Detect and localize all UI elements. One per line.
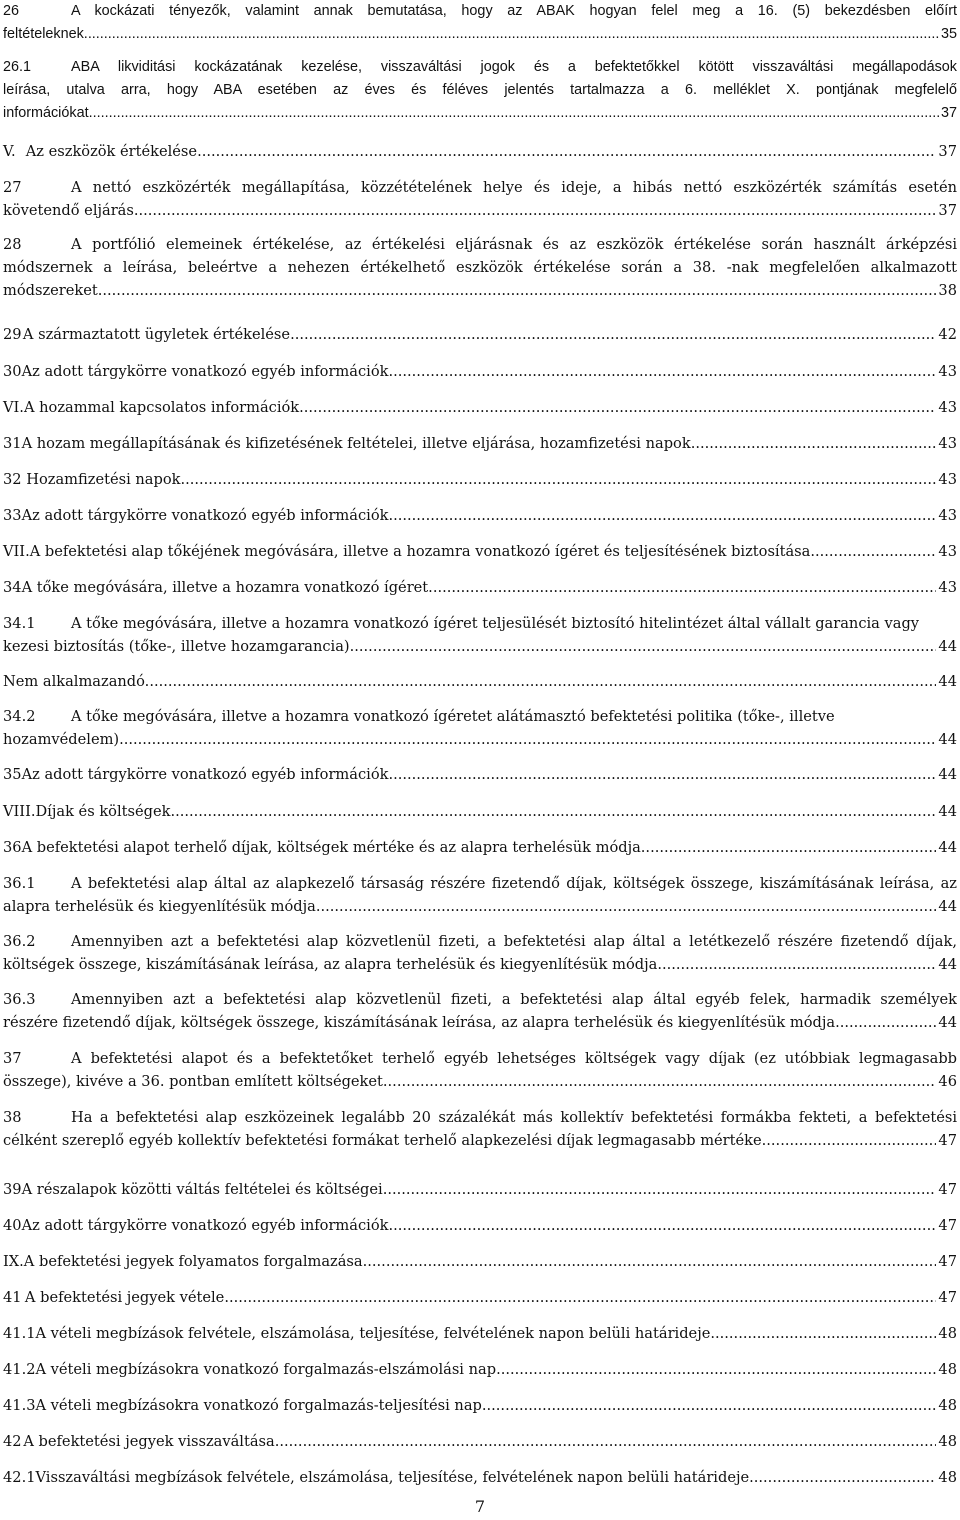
toc-entry[interactable] [3, 1106, 957, 1152]
toc-entry-number: 32 [3, 471, 22, 488]
dot-leader [835, 1011, 936, 1034]
toc-entry[interactable] [3, 836, 957, 859]
toc-entry-page: 47 [938, 1181, 957, 1198]
dot-leader [710, 1322, 936, 1345]
toc-entry-title: célként szereplő egyéb kollektív befektetési formákat terhelő alapkezelési díjak legmagasabb mértéke [3, 1132, 762, 1149]
toc-entry-title: alapra terhelésük és kiegyenlítésük módja [3, 898, 316, 915]
toc-entry-title: Díjak és költségek [35, 803, 171, 820]
toc-entry-page: 37 [938, 202, 957, 219]
toc-entry-number: 42.1 [3, 1469, 36, 1486]
toc-entry-number: 36 [3, 839, 22, 856]
toc-entry-title: A nettó eszközérték megállapítása, közzétételének helye és ideje, a hibás nettó eszközérték számítás esetén [71, 179, 957, 196]
toc-entry-page: 44 [938, 766, 957, 783]
toc-entry[interactable] [3, 670, 957, 693]
toc-entry-title: A befektetési jegyek folyamatos forgalmazása [23, 1253, 363, 1270]
toc-entry-number: 26.1 [3, 59, 32, 75]
toc-entry-number: 41 [3, 1289, 22, 1306]
dot-leader [482, 1394, 937, 1417]
toc-entry[interactable] [3, 1286, 957, 1309]
toc-entry-number: 41.3 [3, 1397, 36, 1414]
toc-entry-title: A részalapok közötti váltás feltételei és költségei [21, 1181, 383, 1198]
dot-leader [641, 836, 937, 859]
toc-entry-page: 46 [938, 1073, 957, 1090]
toc-entry-title: Ha a befektetési alap eszközeinek legalább 20 százalékát más kollektív befektetési formákba fekteti, a befektetési [71, 1109, 957, 1126]
toc-entry-page: 44 [938, 731, 957, 748]
toc-entry-number: IX. [3, 1253, 24, 1270]
toc-entry-title: Az adott tárgykörre vonatkozó egyéb információk [21, 766, 389, 783]
toc-entry-page: 48 [938, 1433, 957, 1450]
dot-leader [496, 1358, 936, 1381]
toc-entry-page: 37 [938, 143, 957, 160]
toc-entry[interactable] [3, 56, 957, 125]
toc-entry-number: 31 [3, 435, 22, 452]
toc-entry-title: ABA likviditási kockázatának kezelése, visszaváltási jogok és a befektetőkkel kötött visszaváltási megállapodások [71, 59, 957, 75]
toc-entry-page: 47 [938, 1253, 957, 1270]
dot-leader [275, 1430, 937, 1453]
dot-leader [388, 1214, 936, 1237]
toc-entry-page: 43 [938, 579, 957, 596]
toc-entry-title: információkat [3, 105, 89, 121]
toc-entry-title: A vételi megbízások felvétele, elszámolása, teljesítése, felvételének napon belüli határideje [35, 1325, 711, 1342]
toc-entry[interactable] [3, 1322, 957, 1345]
toc-entry-title: összege), kivéve a 36. pontban említett költségeket [3, 1073, 383, 1090]
dot-leader [363, 1250, 937, 1273]
toc-entry-page: 47 [938, 1289, 957, 1306]
toc-entry[interactable] [3, 988, 957, 1034]
toc-entry-title: A tőke megóvására, illetve a hozamra vonatkozó ígéretet alátámasztó befektetési politika (tőke-, illetve [71, 708, 835, 725]
toc-entry-title: Visszaváltási megbízások felvétele, elszámolása, teljesítése, felvételének napon belüli határideje [35, 1469, 750, 1486]
toc-entry-title: A portfólió elemeinek értékelése, az értékelési eljárásnak és az eszközök értékelése során használt árképzési [71, 236, 957, 253]
toc-entry-number: VIII. [3, 803, 36, 820]
toc-entry-page: 44 [938, 673, 957, 690]
toc-entry-title: költségek összege, kiszámításának leírása, az alapra terhelésük és kiegyenlítésük módja [3, 956, 658, 973]
toc-entry[interactable] [3, 763, 957, 786]
toc-entry-title: A tőke megóvására, illetve a hozamra vonatkozó ígéret. [21, 579, 433, 596]
toc-entry[interactable] [3, 1178, 957, 1201]
dot-leader [290, 323, 936, 346]
dot-leader [383, 1070, 937, 1093]
dot-leader [433, 576, 937, 599]
toc-entry-title: A befektetési alap tőkéjének megóvására, illetve a hozamra vonatkozó ígéret és teljesítésének biztosítása [29, 543, 811, 560]
dot-leader [388, 763, 936, 786]
toc-entry-number: 42 [3, 1433, 22, 1450]
dot-leader [170, 800, 936, 823]
toc-entry-number: 36.1 [3, 875, 36, 892]
toc-entry-number: 30 [3, 363, 22, 380]
toc-entry-number: 39 [3, 1181, 22, 1198]
toc-entry[interactable] [3, 396, 957, 419]
toc-entry-title: A vételi megbízásokra vonatkozó forgalmazás-elszámolási nap [35, 1361, 497, 1378]
toc-entry[interactable] [3, 612, 957, 658]
toc-entry[interactable] [3, 360, 957, 383]
toc-entry-number: 40 [3, 1217, 22, 1234]
toc-entry[interactable] [3, 1214, 957, 1237]
toc-entry-title: Nem alkalmazandó. [3, 673, 150, 690]
toc-entry[interactable] [3, 504, 957, 527]
dot-leader [383, 1178, 937, 1201]
toc-entry-number: 34.2 [3, 708, 36, 725]
dot-leader [98, 279, 937, 302]
toc-entry-title: Amennyiben azt a befektetési alap közvetlenül fizeti, a befektetési alap által egyéb felek, harmadik személyek [71, 991, 957, 1008]
toc-entry-number: 36.2 [3, 933, 36, 950]
dot-leader [89, 102, 939, 125]
toc-entry-title: Hozamfizetési napok [26, 471, 181, 488]
toc-entry-title: A befektetési alapot és a befektetőket terhelő egyéb lehetséges költségek vagy díjak (ez utóbbiak legmagasabb [71, 1050, 957, 1067]
toc-entry-number: 35 [3, 766, 22, 783]
toc-entry-page: 43 [938, 435, 957, 452]
toc-entry[interactable] [3, 323, 957, 346]
toc-entry-title: A hozammal kapcsolatos információk [23, 399, 300, 416]
toc-entry-page: 44 [938, 956, 957, 973]
toc-entry-title: A származtatott ügyletek értékelése [22, 326, 291, 343]
toc-entry-title: A vételi megbízásokra vonatkozó forgalmazás-teljesítési nap [35, 1397, 482, 1414]
toc-entry[interactable] [3, 0, 957, 46]
toc-entry[interactable] [3, 468, 957, 491]
toc-entry-title: A hozam megállapításának és kifizetésének feltételei, illetve eljárása, hozamfizetési napok [21, 435, 691, 452]
toc-entry[interactable] [3, 1250, 957, 1273]
dot-leader [197, 140, 936, 163]
toc-entry-title: Az adott tárgykörre vonatkozó egyéb információk [21, 1217, 389, 1234]
toc-entry[interactable] [3, 576, 957, 599]
toc-entry-number: 34.1 [3, 615, 36, 632]
toc-entry-number: 37 [3, 1050, 22, 1067]
toc-entry-title: követendő eljárás [3, 202, 134, 219]
toc-entry-number: V. [3, 143, 16, 160]
toc-entry-title: Az adott tárgykörre vonatkozó egyéb információk [21, 363, 389, 380]
toc-entry-page: 48 [938, 1361, 957, 1378]
dot-leader [350, 635, 937, 658]
toc-entry-page: 47 [938, 1217, 957, 1234]
page-number: 7 [474, 1497, 486, 1516]
toc-entry-number: 28 [3, 236, 22, 253]
toc-entry-title: A tőke megóvására, illetve a hozamra vonatkozó ígéret teljesülését biztosító hitelintézet által vállalt garancia vagy [71, 615, 920, 632]
toc-entry-number: 29 [3, 326, 22, 343]
dot-leader [299, 396, 936, 419]
toc-entry-title: Az adott tárgykörre vonatkozó egyéb információk [21, 507, 389, 524]
toc-entry-page: 48 [938, 1397, 957, 1414]
toc-entry-number: 41.1 [3, 1325, 36, 1342]
dot-leader [388, 360, 936, 383]
toc-entry-number: 38 [3, 1109, 22, 1126]
toc-entry-title: módszernek a leírása, beleértve a nehezen értékelhető eszközök értékelése során a 38. -nak megfelelően alkalmazott [3, 259, 957, 276]
dot-leader [388, 504, 936, 527]
toc-entry-number: 34 [3, 579, 22, 596]
toc-entry-page: 43 [938, 543, 957, 560]
toc-entry-page: 44 [938, 1014, 957, 1031]
toc-entry[interactable] [3, 140, 957, 163]
toc-entry-title: A befektetési alap által az alapkezelő társaság részére fizetendő díjak, költségek összege, kiszámításának leírása, az [71, 875, 957, 892]
toc-entry-number: 27 [3, 179, 22, 196]
toc-entry[interactable] [3, 540, 957, 563]
toc-entry[interactable] [3, 705, 957, 751]
dot-leader [224, 1286, 936, 1309]
toc-entry-title: leírása, utalva arra, hogy ABA esetében az éves és féléves jelentés tartalmazza a 6. melléklet X. pontjának megfelelő [3, 82, 957, 98]
toc-entry-page: 43 [938, 507, 957, 524]
toc-entry-page: 43 [938, 399, 957, 416]
toc-entry[interactable] [3, 872, 957, 918]
toc-entry-title: A befektetési jegyek visszaváltása [23, 1433, 275, 1450]
toc-entry-page: 38 [938, 282, 957, 299]
toc-entry-number: VI. [3, 399, 24, 416]
toc-entry-page: 47 [938, 1132, 957, 1149]
dot-leader [691, 432, 937, 455]
toc-entry-page: 42 [938, 326, 957, 343]
toc-entry[interactable] [3, 1430, 957, 1453]
toc-entry[interactable] [3, 176, 957, 222]
toc-entry-number: 26 [3, 3, 20, 19]
toc-entry[interactable] [3, 1466, 957, 1489]
toc-entry-title: részére fizetendő díjak, költségek összege, kiszámításának leírása, az alapra terhelésük és kiegyenlítésük módja [3, 1014, 836, 1031]
toc-entry[interactable] [3, 432, 957, 455]
toc-entry[interactable] [3, 1047, 957, 1093]
toc-entry-page: 44 [938, 839, 957, 856]
toc-entry-page: 44 [938, 803, 957, 820]
toc-entry-number: 33 [3, 507, 22, 524]
toc-entry-page: 35 [940, 26, 957, 42]
toc-entry-title: hozamvédelem) [3, 731, 120, 748]
dot-leader [134, 199, 937, 222]
toc-entry-number: 41.2 [3, 1361, 36, 1378]
toc-entry-title: feltételeknek. [3, 26, 88, 42]
toc-entry[interactable] [3, 1394, 957, 1417]
toc-entry-page: 43 [938, 363, 957, 380]
dot-leader [762, 1129, 937, 1152]
dot-leader [810, 540, 936, 563]
toc-entry-title: A befektetési jegyek vétele [24, 1289, 225, 1306]
toc-entry[interactable] [3, 930, 957, 976]
dot-leader [119, 728, 936, 751]
toc-entry[interactable] [3, 800, 957, 823]
toc-entry-title: Az eszközök értékelése [25, 143, 198, 160]
dot-leader [657, 953, 936, 976]
dot-leader [180, 468, 936, 491]
toc-entry-title: Amennyiben azt a befektetési alap közvetlenül fizeti, a befektetési alap által a letétkezelő részére fizetendő díjak, [71, 933, 957, 950]
dot-leader [88, 23, 939, 46]
toc-entry[interactable] [3, 233, 957, 302]
toc-entry-number: 36.3 [3, 991, 36, 1008]
dot-leader [316, 895, 937, 918]
toc-entry-title: A befektetési alapot terhelő díjak, költségek mértéke és az alapra terhelésük módja [21, 839, 641, 856]
toc-entry-page: 37 [940, 105, 957, 121]
toc-entry-page: 43 [938, 471, 957, 488]
toc-entry-page: 48 [938, 1469, 957, 1486]
dot-leader [149, 670, 936, 693]
toc-entry-page: 44 [938, 638, 957, 655]
toc-entry[interactable] [3, 1358, 957, 1381]
toc-entry-page: 48 [938, 1325, 957, 1342]
toc-entry-title: módszereket [3, 282, 98, 299]
toc-entry-page: 44 [938, 898, 957, 915]
toc-entry-title: kezesi biztosítás (tőke-, illetve hozamgarancia) [3, 638, 350, 655]
dot-leader [749, 1466, 936, 1489]
toc-entry-number: VII. [3, 543, 30, 560]
toc-entry-title: A kockázati tényezők, valamint annak bemutatása, hogy az ABAK hogyan felel meg a 16. (5) bekezdésben előírt [71, 3, 957, 19]
